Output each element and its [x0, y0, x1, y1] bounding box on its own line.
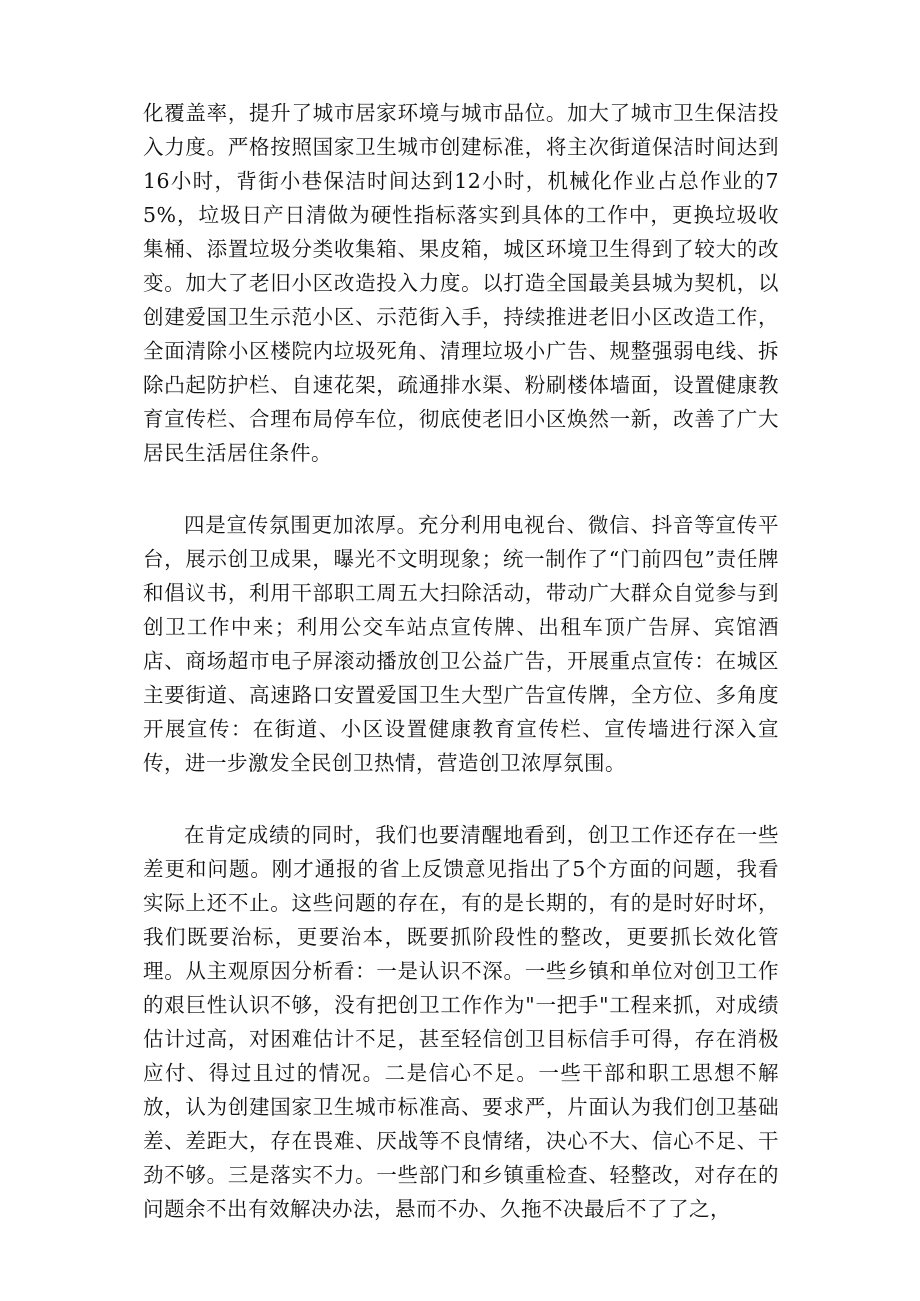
paragraph-problems-analysis: 在肯定成绩的同时，我们也要清醒地看到，创卫工作还存在一些差更和问题。刚才通报的省上反馈意见指出了5个方面的问题，我看实际上还不止。这些问题的存在，有的是长期的，有的是时好时坏，我们既要治标，更要治本，既要抓阶段性的整改，更要抓长效化管理。从主观原因分析看：一是认识不深。一些乡镇和单位对创卫工作的艰巨性认识不够，没有把创卫工作作为"一把手"工程来抓，对成绩估计过高，对困难估计不足，甚至轻信创卫目标信手可得，存在消极应付、得过且过的情况。二是信心不足。一些干部和职工思想不解放，认为创建国家卫生城市标准高、要求严，片面认为我们创卫基础差、差距大，存在畏难、厌战等不良情绪，决心不大、信心不足、干劲不够。三是落实不力。一些部门和乡镇重检查、轻整改，对存在的问题余不出有效解决办法，悬而不办、久拖不决最后不了了之，: [143, 823, 779, 1221]
document-body: [143, 96, 779, 1226]
paragraph-publicity-atmosphere: 四是宣传氛围更加浓厚。充分利用电视台、微信、抖音等宣传平台，展示创卫成果，曝光不文明现象；统一制作了“门前四包”责任牌和倡议书，利用干部职工周五大扫除活动，带动广大群众自觉参与到创卫工作中来；利用公交车站点宣传牌、出租车顶广告屏、宾馆酒店、商场超市电子屏滚动播放创卫公益广告，开展重点宣传：在城区主要街道、高速路口安置爱国卫生大型广告宣传牌，全方位、多角度开展宣传：在街道、小区设置健康教育宣传栏、宣传墙进行深入宣传，进一步激发全民创卫热情，营造创卫浓厚氛围。: [143, 513, 779, 775]
paragraph-urban-sanitation: 化覆盖率，提升了城市居家环境与城市品位。加大了城市卫生保洁投入力度。严格按照国家卫生城市创建标准，将主次街道保洁时间达到16小时，背街小巷保洁时间达到12小时，机械化作业占总作业的75%，垃圾日产日清做为硬性指标落实到具体的工作中，更换垃圾收集桶、添置垃圾分类收集箱、果皮箱，城区环境卫生得到了较大的改变。加大了老旧小区改造投入力度。以打造全国最美县城为契机，以创建爱国卫生示范小区、示范街入手，持续推进老旧小区改造工作，全面清除小区楼院内垃圾死角、清理垃圾小广告、规整强弱电线、拆除凸起防护栏、自速花架，疏通排水渠、粉刷楼体墙面，设置健康教育宣传栏、合理布局停车位，彻底使老旧小区焕然一新，改善了广大居民生活居住条件。: [143, 101, 779, 465]
